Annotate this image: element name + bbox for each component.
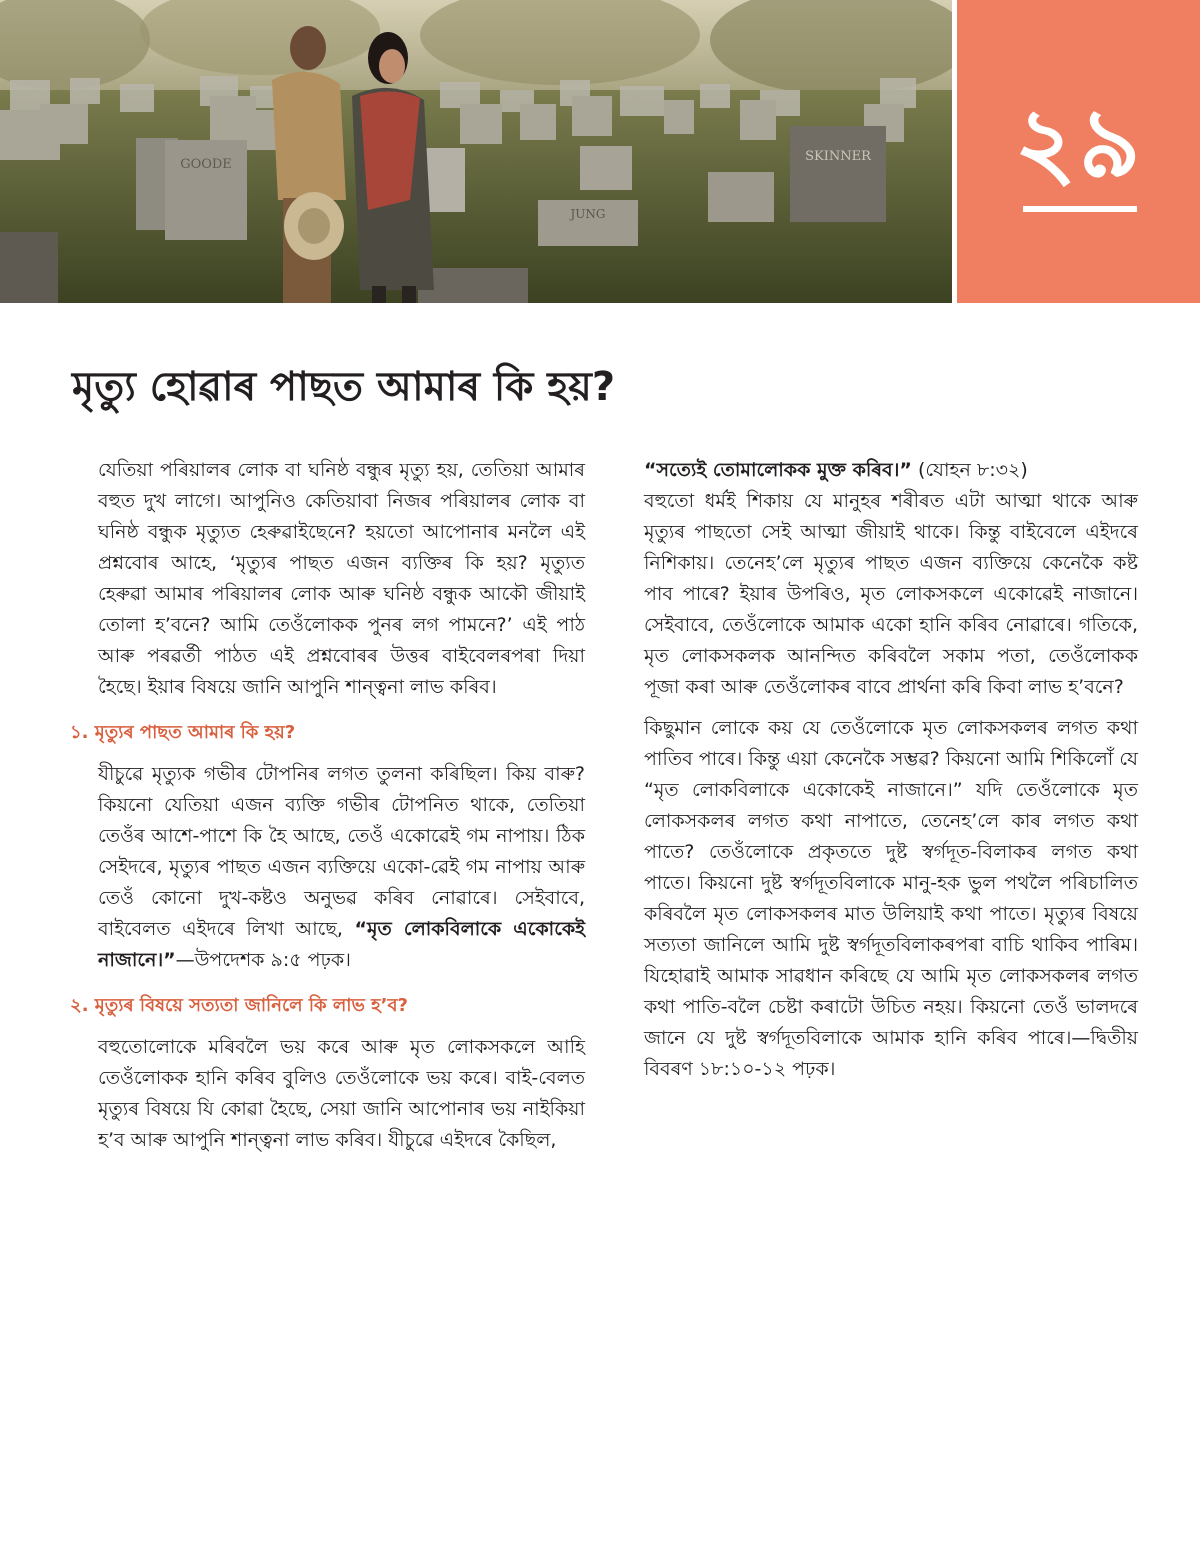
- cemetery-illustration: [0, 0, 952, 303]
- cemetery-photo: [0, 0, 952, 303]
- section-2-reference: (যোহন ৮:৩২): [917, 459, 1028, 481]
- section-2-continued-paragraph-2: কিছুমান লোকে কয় যে তেওঁলোকে মৃত লোকসকলৰ লগত কথা পাতিব পাৰে। কিন্তু এয়া কেনেকৈ সম্ভৱ? কিয়নো আমি শিকিলোঁ যে “মৃত লোকবিলাকে একোকেই নাজানে।” যদি তেওঁলোকে মৃত লোকসকলৰ লগত কথা নাপাতে, তেনেহ’লে কাৰ লগত কথা পাতে? তেওঁলোকে প্ৰকৃততে দুষ্ট স্বৰ্গদূত-বিলাকৰ লগত কথা পাতে। কিয়নো দুষ্ট স্বৰ্গদূতবিলাকে মানু-হক ভুল পথলৈ পৰিচালিত কৰিবলৈ মৃত লোকসকলৰ মাত উলিয়াই কথা পাতে। মৃত্যুৰ বিষয়ে সত্যতা জানিলে আমি দুষ্ট স্বৰ্গদূতবিলাকৰপৰা বাচি থাকিব পাৰিম। যিহোৱাই আমাক সাৱধান কৰিছে যে আমি মৃত লোকসকলৰ লগত কথা পাতি-বলৈ চেষ্টা কৰাটো উচিত নহয়। কিয়নো তেওঁ ভালদৰে জানে যে দুষ্ট স্বৰ্গদূতবিলাকে আমাক হানি কৰিব পাৰে।—দ্বিতীয় বিবৰণ ১৮:১০-১২ পঢ়ক।: [644, 717, 1138, 1080]
- skinner-headstone-label: SKINNER: [805, 149, 871, 164]
- section-1-reference: —উপদেশক ৯:৫ পঢ়ক।: [175, 949, 351, 971]
- skinner-headstone: [790, 126, 886, 222]
- intro-paragraph: যেতিয়া পৰিয়ালৰ লোক বা ঘনিষ্ঠ বন্ধুৰ মৃত্যু হয়, তেতিয়া আমাৰ বহুত দুখ লাগে। আপুনিও কেতিয়াবা নিজৰ পৰিয়ালৰ লোক বা ঘনিষ্ঠ বন্ধুক মৃত্যুত হেৰুৱাইছেনে? হয়তো আপোনাৰ মনলৈ এই প্ৰশ্নবোৰ আহে, ‘মৃত্যুৰ পাছত এজন ব্যক্তিৰ কি হয়? মৃত্যুত হেৰুৱা আমাৰ পৰিয়ালৰ লোক আৰু ঘনিষ্ঠ বন্ধুক আকৌ জীয়াই তোলা হ’বনে? আমি তেওঁলোকক পুনৰ লগ পামনে?’ এই পাঠ আৰু পৰৱৰ্তী পাঠত এই প্ৰশ্নবোৰৰ উত্তৰ বাইবেলৰপৰা দিয়া হৈছে। ইয়াৰ বিষয়ে জানি আপুনি শান্ত্বনা লাভ কৰিব।: [98, 459, 585, 698]
- section-2-quote: “সত্যেই তোমালোকক মুক্ত কৰিব।”: [644, 459, 912, 481]
- section-1-text: যীচুৱে মৃত্যুক গভীৰ টোপনিৰ লগত তুলনা কৰিছিল। কিয় বাৰু? কিয়নো যেতিয়া এজন ব্যক্তি গভীৰ টোপনিত থাকে, তেতিয়া তেওঁৰ আশে-পাশে কি হৈ আছে, তেওঁ একোৱেই গম নাপায়। ঠিক সেইদৰে, মৃত্যুৰ পাছত এজন ব্যক্তিয়ে একো-ৱেই গম নাপায় আৰু তেওঁ কোনো দুখ-কষ্টও অনুভৱ কৰিব নোৱাৰে। সেইবাবে, বাইবেলত এইদৰে লিখা আছে,: [98, 763, 585, 940]
- section-1-quote: “মৃত লোকবিলাকে একোকেই নাজানে।”: [98, 918, 586, 971]
- lesson-number: ২৯: [1014, 87, 1143, 199]
- lesson-title: মৃত্যু হোৱাৰ পাছত আমাৰ কি হয়?: [72, 364, 616, 410]
- section-2-text: বহুতোলোকে মৰিবলৈ ভয় কৰে আৰু মৃত লোকসকলে আহি তেওঁলোকক হানি কৰিব বুলিও তেওঁলোকে ভয় কৰে। বাই-বেলত মৃত্যুৰ বিষয়ে যি কোৱা হৈছে, সেয়া জানি আপোনাৰ ভয় নাইকিয়া হ’ব আৰু আপুনি শান্ত্বনা লাভ কৰিব। যীচুৱে এইদৰে কৈছিল,: [98, 1036, 585, 1151]
- left-column: [70, 455, 586, 1166]
- section-2-continued-paragraph-1: বহুতো ধৰ্মই শিকায় যে মানুহৰ শৰীৰত এটা আত্মা থাকে আৰু মৃত্যুৰ পাছতো সেই আত্মা জীয়াই থাকে। কিন্তু বাইবেলে এইদৰে নিশিকায়। তেনেহ’লে মৃত্যুৰ পাছত এজন ব্যক্তিয়ে কেনেকৈ কষ্ট পাব পাৰে? ইয়াৰ উপৰিও, মৃত লোকসকলে একোৱেই নাজানে। সেইবাবে, তেওঁলোকে আমাক একো হানি কৰিব নোৱাৰে। গতিকে, মৃত লোকসকলক আনন্দিত কৰিবলৈ সকাম পতা, তেওঁলোকক পূজা কৰা আৰু তেওঁলোকৰ বাবে প্ৰাৰ্থনা কৰি কিবা লাভ হ’বনে?: [644, 490, 1138, 698]
- section-2-heading: ২. মৃত্যুৰ বিষয়ে সত্যতা জানিলে কি লাভ হ’ব?: [70, 995, 408, 1016]
- lesson-number-badge: [957, 0, 1200, 303]
- lesson-number-underline: [1023, 206, 1137, 212]
- right-column: [644, 455, 1138, 1095]
- section-1-heading: ১. মৃত্যুৰ পাছত আমাৰ কি হয়?: [70, 722, 296, 743]
- jung-headstone-label: JUNG: [570, 207, 606, 221]
- goode-headstone-label: GOODE: [180, 157, 232, 172]
- section-1-paragraph: [90, 759, 585, 976]
- section-2-paragraph: [90, 1032, 585, 1156]
- goode-headstone: [165, 140, 247, 240]
- section-2-quote-line: [644, 455, 1138, 486]
